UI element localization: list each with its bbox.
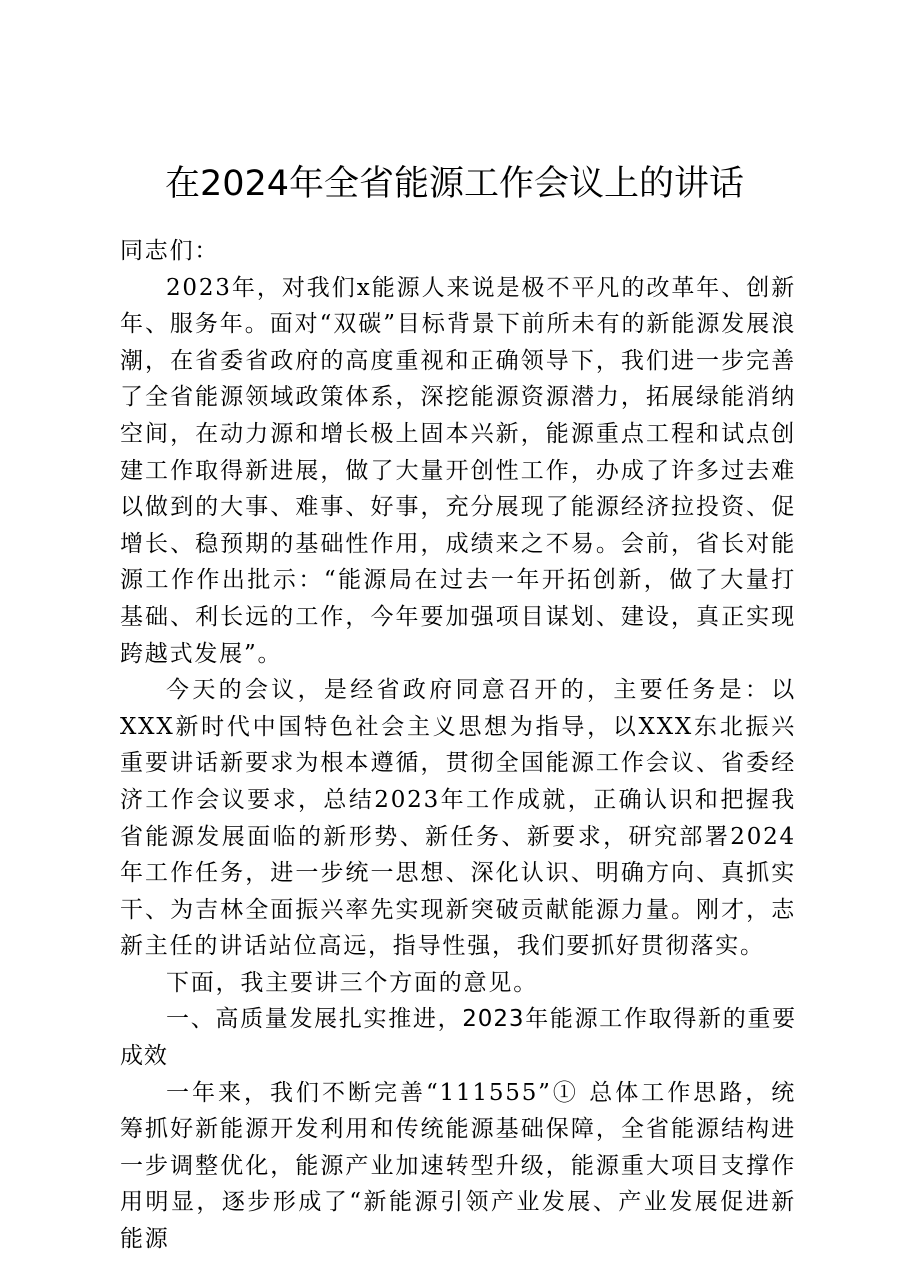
document-body [120,233,796,1258]
salutation: 同志们： [120,238,220,264]
paragraph-outline: 下面，我主要讲三个方面的意见。 [166,969,538,996]
paragraph-review-2023: 2023年，对我们x能源人来说是极不平凡的改革年、创新年、服务年。面对“双碳”目标背景下前所未有的新能源发展浪潮，在省委省政府的高度重视和正确领导下，我们进一步完善了全省能源领域政策体系，深挖能源资源潜力，拓展绿能消纳空间，在动力源和增长极上固本兴新，能源重点工程和试点创建工作取得新进展，做了大量开创性工作，办成了许多过去难以做到的大事、难事、好事，充分展现了能源经济拉投资、促增长、稳预期的基础性作用，成绩来之不易。会前，省长对能源工作作出批示：“能源局在过去一年开拓创新，做了大量打基础、利长远的工作，今年要加强项目谋划、建设，真正实现跨越式发展”。 [120,274,796,667]
document-title: 在2024年全省能源工作会议上的讲话 [164,164,745,204]
paragraph-meeting-purpose: 今天的会议，是经省政府同意召开的，主要任务是：以XXX新时代中国特色社会主义思想为指导，以XXX东北振兴重要讲话新要求为根本遵循，贯彻全国能源工作会议、省委经济工作会议要求，总结2023年工作成就，正确认识和把握我省能源发展面临的新形势、新任务、新要求，研究部署2024年工作任务，进一步统一思想、深化认识、明确方向、真抓实干、为吉林全面振兴率先实现新突破贡献能源力量。刚才，志新主任的讲话站位高远，指导性强，我们要抓好贯彻落实。 [120,677,796,960]
paragraph-section-1: 一年来，我们不断完善“111555”① 总体工作思路，统筹抓好新能源开发利用和传统能源基础保障，全省能源结构进一步调整优化，能源产业加速转型升级，能源重大项目支撑作用明显，逐步形成了“新能源引领产业发展、产业发展促进新能源 [120,1079,796,1253]
section-heading-1: 一、高质量发展扎实推进，2023年能源工作取得新的重要成效 [120,1006,796,1070]
